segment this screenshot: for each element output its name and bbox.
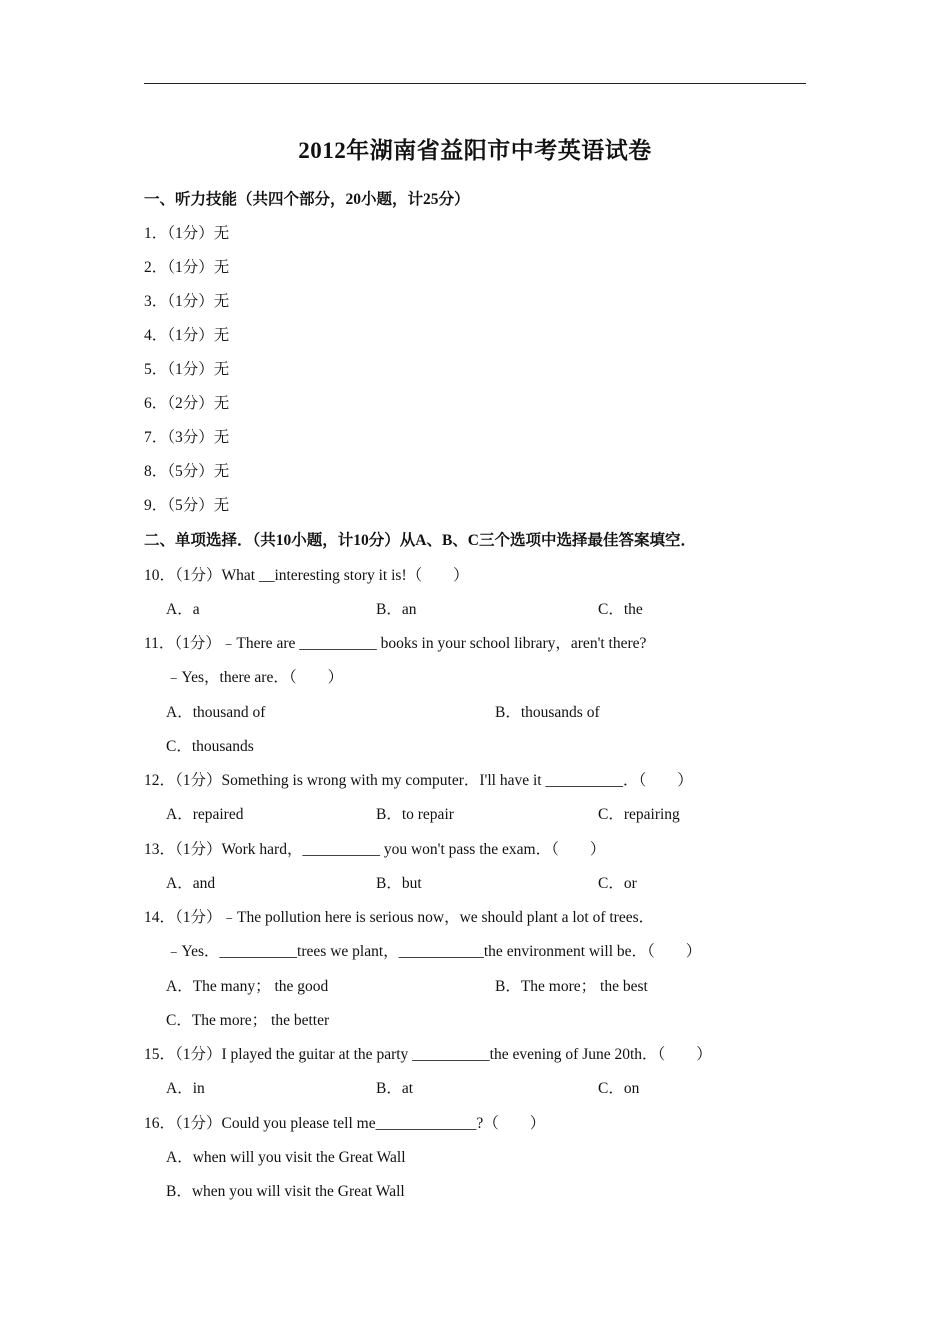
question-11-stem-2: ﹣Yes，there are．（ ）: [166, 669, 344, 686]
question-13-stem: 13．（1分）Work hard，__________ you won't pass the exam．（ ）: [144, 841, 606, 858]
header-rule: [144, 83, 806, 84]
question-6: 6．（2分）无: [144, 395, 230, 412]
question-11-option-c: C．thousands: [166, 738, 254, 755]
question-10-stem: 10．（1分）What __interesting story it is!（ ）: [144, 567, 469, 584]
question-16-stem: 16．（1分）Could you please tell me_____________?（ ）: [144, 1115, 546, 1132]
question-13-option-b: B．but: [376, 875, 422, 892]
question-15-option-c: C．on: [598, 1080, 640, 1097]
question-3: 3．（1分）无: [144, 293, 230, 310]
question-10-option-c: C．the: [598, 601, 643, 618]
question-7: 7．（3分）无: [144, 429, 230, 446]
question-15-stem: 15．（1分）I played the guitar at the party __________the evening of June 20th．（ ）: [144, 1046, 712, 1063]
question-2: 2．（1分）无: [144, 259, 230, 276]
question-12-stem: 12．（1分）Something is wrong with my computer．I'll have it __________．（ ）: [144, 772, 693, 789]
question-13-option-a: A．and: [166, 875, 216, 892]
question-10-option-a: A．a: [166, 601, 200, 618]
question-14-option-a: A．The many； the good: [166, 978, 329, 995]
question-14-stem: 14．（1分）﹣The pollution here is serious now，we should plant a lot of trees．: [144, 909, 655, 926]
question-11-option-b: B．thousands of: [495, 704, 600, 721]
question-15-option-b: B．at: [376, 1080, 414, 1097]
page-title: 2012年湖南省益阳市中考英语试卷: [298, 138, 652, 163]
question-1: 1．（1分）无: [144, 225, 230, 242]
question-14-stem-2: ﹣Yes．__________trees we plant，___________the environment will be．（ ）: [166, 943, 702, 960]
question-9: 9．（5分）无: [144, 497, 230, 514]
question-13-option-c: C．or: [598, 875, 637, 892]
section1-heading: 一、听力技能（共四个部分，20小题，计25分）: [144, 191, 470, 208]
question-12-option-a: A．repaired: [166, 806, 244, 823]
question-11-stem: 11．（1分）﹣There are __________ books in your school library，aren't there?: [144, 635, 647, 652]
question-12-option-b: B．to repair: [376, 806, 454, 823]
question-5: 5．（1分）无: [144, 361, 230, 378]
question-16-option-b: B．when you will visit the Great Wall: [166, 1183, 405, 1200]
question-10-option-b: B．an: [376, 601, 417, 618]
question-4: 4．（1分）无: [144, 327, 230, 344]
question-11-option-a: A．thousand of: [166, 704, 266, 721]
section2-heading: 二、单项选择．（共10小题，计10分）从A、B、C三个选项中选择最佳答案填空．: [144, 532, 696, 549]
question-16-option-a: A．when will you visit the Great Wall: [166, 1149, 406, 1166]
question-8: 8．（5分）无: [144, 463, 230, 480]
question-15-option-a: A．in: [166, 1080, 205, 1097]
question-14-option-b: B．The more； the best: [495, 978, 648, 995]
question-12-option-c: C．repairing: [598, 806, 680, 823]
question-14-option-c: C．The more； the better: [166, 1012, 330, 1029]
